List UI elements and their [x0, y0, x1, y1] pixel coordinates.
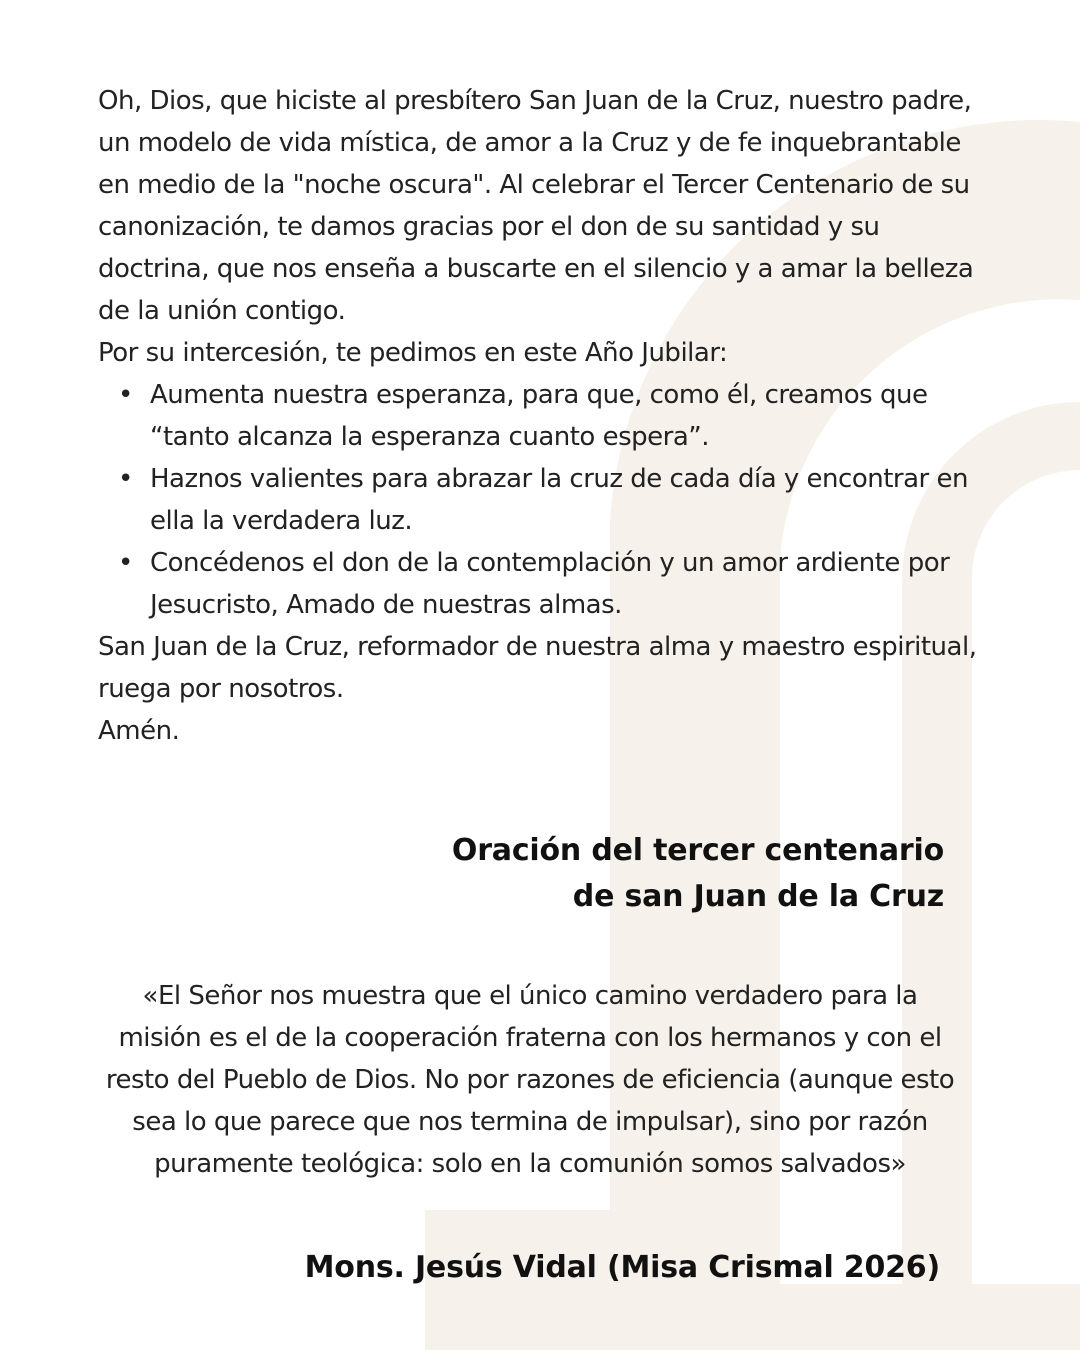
petition-list — [98, 374, 978, 626]
prayer-text — [98, 80, 978, 752]
prayer-title — [244, 828, 944, 920]
prayer-intro: Oh, Dios, que hiciste al presbítero San Juan de la Cruz, nuestro padre, un modelo de vida mística, de amor a la Cruz y de fe inquebrantable en medio de la "noche oscura". Al celebrar el Tercer Centenario de su canonización, te damos gracias por el don de su santidad y su doctrina, que nos enseña a buscarte en el silencio y a amar la belleza de la unión contigo. — [98, 86, 974, 326]
prayer-title-line2: de san Juan de la Cruz — [572, 879, 944, 914]
petition-item: • Aumenta nuestra esperanza, para que, como él, creamos que “tanto alcanza la esperanza cuanto espera”. — [150, 374, 978, 458]
prayer-amen: Amén. — [98, 716, 180, 746]
petition-item: • Concédenos el don de la contemplación y un amor ardiente por Jesucristo, Amado de nuestras almas. — [150, 542, 978, 626]
prayer-closing: San Juan de la Cruz, reformador de nuestra alma y maestro espiritual, ruega por nosotros. — [98, 632, 977, 704]
petition-item: • Haznos valientes para abrazar la cruz de cada día y encontrar en ella la verdadera luz. — [150, 458, 978, 542]
quote-attribution: Mons. Jesús Vidal (Misa Crismal 2026) — [304, 1250, 940, 1285]
prayer-title-line1: Oración del tercer centenario — [451, 833, 944, 868]
quote-text: «El Señor nos muestra que el único camino verdadero para la misión es el de la cooperación fraterna con los hermanos y con el resto del Pueblo de Dios. No por razones de eficiencia (aunque esto sea lo que parece que nos termina de impulsar), sino por razón puramente teológica: solo en la comunión somos salvados» — [105, 981, 955, 1179]
petition-lead: Por su intercesión, te pedimos en este Año Jubilar: — [98, 338, 728, 368]
